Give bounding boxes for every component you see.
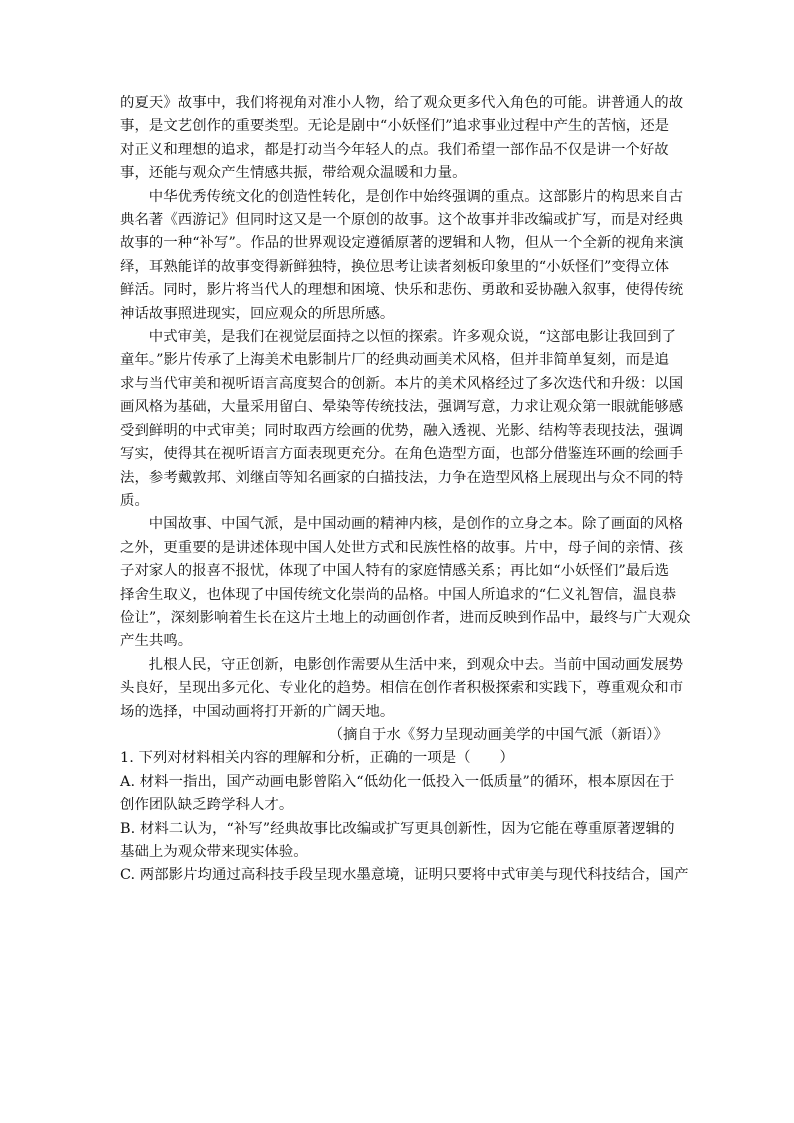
text-line: 绎，耳熟能详的故事变得新鲜独特，换位思考让读者刻板印象里的“小妖怪们”变得立体 bbox=[120, 258, 670, 275]
text-line: 择舍生取义，也体现了中国传统文化崇尚的品格。中国人所追求的“仁义礼智信，温良恭 bbox=[120, 586, 677, 603]
text-line: 事，还能与观众产生情感共振，带给观众温暖和力量。 bbox=[120, 165, 467, 182]
text-line: 中国故事、中国气派，是中国动画的精神内核，是创作的立身之本。除了画面的风格 bbox=[148, 516, 684, 533]
text-line: 典名著《西游记》但同时这又是一个原创的故事。这个故事并非改编或扩写，而是对经典 bbox=[120, 212, 684, 229]
text-line: 的夏天》故事中，我们将视角对准小人物，给了观众更多代入角色的可能。讲普通人的故 bbox=[120, 95, 684, 111]
text-line: 鲜活。同时，影片将当代人的理想和困境、快乐和悲伤、勇敢和妥协融入叙事，使得传统 bbox=[120, 282, 684, 299]
text-line: 画风格为基础，大量采用留白、晕染等传统技法，强调写意，力求让观众第一眼就能够感 bbox=[120, 399, 684, 416]
article-body bbox=[120, 92, 691, 888]
text-line: 事，是文艺创作的重要类型。无论是剧中“小妖怪们”追求事业过程中产生的苦恼，还是 bbox=[120, 118, 670, 135]
text-line: B. 材料二认为，“补写”经典故事比改编或扩写更具创新性，因为它能在尊重原著逻辑的 bbox=[120, 820, 675, 837]
text-line: 求与当代审美和视听语言高度契合的创新。本片的美术风格经过了多次迭代和升级：以国 bbox=[120, 375, 684, 392]
text-line: 中华优秀传统文化的创造性转化，是创作中始终强调的重点。这部影片的构思来自古 bbox=[148, 188, 684, 205]
text-line: 写实，使得其在视听语言方面表现更充分。在角色造型方面，也部分借鉴连环画的绘画手 bbox=[120, 446, 684, 463]
text-line: 对正义和理想的追求，都是打动当今年轻人的点。我们希望一部作品不仅是讲一个好故 bbox=[120, 141, 669, 158]
text-line: 神话故事照进现实，回应观众的所思所感。 bbox=[120, 305, 395, 322]
text-line: 之外，更重要的是讲述体现中国人处世方式和民族性格的故事。片中，母子间的亲情、孩 bbox=[120, 539, 684, 556]
text-line: 故事的一种“补写”。作品的世界观设定遵循原著的逻辑和人物，但从一个全新的视角来演 bbox=[120, 235, 684, 252]
paragraph-2 bbox=[120, 186, 684, 326]
text-line: C. 两部影片均通过高科技手段呈现水墨意境，证明只要将中式审美与现代科技结合，国产 bbox=[120, 867, 689, 884]
text-line: 法，参考戴敦邦、刘继卣等知名画家的白描技法，力争在造型风格上展现出与众不同的特 bbox=[120, 469, 684, 486]
text-line: 基础上为观众带来现实体验。 bbox=[120, 844, 308, 860]
question-1 bbox=[120, 747, 689, 887]
paragraph-1 bbox=[120, 92, 684, 186]
paragraph-5 bbox=[120, 654, 684, 724]
text-line: 俭让”，深刻影响着生长在这片土地上的动画创作者，进而反映到作品中，最终与广大观众 bbox=[120, 609, 691, 626]
text-line: 质。 bbox=[120, 492, 149, 509]
option-a bbox=[120, 771, 675, 818]
text-line: 子对家人的报喜不报忧，体现了中国人特有的家庭情感关系；再比如“小妖怪们”最后选 bbox=[120, 563, 670, 580]
text-line: A. 材料一指出，国产动画电影曾陷入“低幼化一低投入一低质量”的循环，根本原因在于 bbox=[120, 773, 675, 790]
text-line: 中式审美，是我们在视觉层面持之以恒的探索。许多观众说，“这部电影让我回到了 bbox=[148, 329, 677, 346]
text-line: 受到鲜明的中式审美；同时取西方绘画的优势，融入透视、光影、结构等表现技法，强调 bbox=[120, 422, 684, 439]
text-line: 童年。”影片传承了上海美术电影制片厂的经典动画美术风格，但并非简单复刻，而是追 bbox=[120, 352, 669, 369]
text-line: 场的选择，中国动画将打开新的广阔天地。 bbox=[120, 703, 395, 720]
source-citation: （摘自于水《努力呈现动画美学的中国气派（新语）》 bbox=[328, 726, 668, 743]
option-b bbox=[120, 818, 675, 865]
text-line: 创作团队缺乏跨学科人才。 bbox=[120, 797, 294, 814]
option-c bbox=[120, 864, 689, 887]
text-line: 扎根人民，守正创新，电影创作需要从生活中来，到观众中去。当前中国动画发展势 bbox=[148, 656, 684, 673]
paragraph-4 bbox=[120, 513, 691, 653]
question-stem: 1. 下列对材料相关内容的理解和分析，正确的一项是（ ） bbox=[120, 750, 514, 767]
text-line: 头良好，呈现出多元化、专业化的趋势。相信在创作者积极探索和实践下，尊重观众和市 bbox=[120, 680, 684, 697]
text-line: 产生共鸣。 bbox=[120, 633, 193, 650]
paragraph-3 bbox=[120, 326, 684, 513]
